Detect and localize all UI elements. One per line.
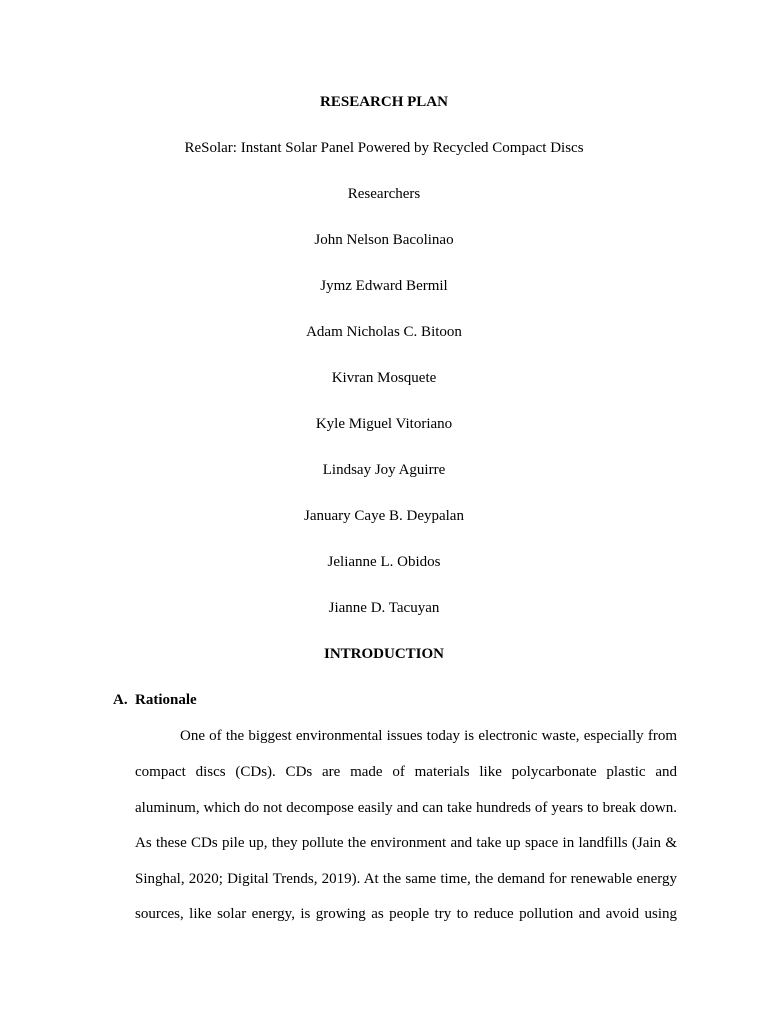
- paragraph-line: aluminum, which do not decompose easily and can take hundreds of years to break down.: [135, 800, 677, 816]
- researcher-name: January Caye B. Deypalan: [304, 508, 464, 524]
- paragraph-line: sources, like solar energy, is growing as people try to reduce pollution and avoid using: [135, 906, 677, 922]
- paragraph-line: One of the biggest environmental issues today is electronic waste, especially from: [180, 728, 677, 744]
- researcher-name: Jymz Edward Bermil: [320, 278, 448, 294]
- paragraph-line: As these CDs pile up, they pollute the environment and take up space in landfills (Jain &: [135, 835, 677, 851]
- researcher-name: Kyle Miguel Vitoriano: [315, 416, 453, 432]
- researcher-name: Adam Nicholas C. Bitoon: [306, 324, 462, 340]
- researcher-name: Jianne D. Tacuyan: [328, 600, 440, 616]
- subsection-title: Rationale: [135, 692, 197, 708]
- researcher-name: Jelianne L. Obidos: [327, 554, 441, 570]
- subsection-heading-rationale: [113, 690, 197, 710]
- paragraph-line: Singhal, 2020; Digital Trends, 2019). At the same time, the demand for renewable energy: [135, 871, 677, 887]
- researcher-name: Kivran Mosquete: [331, 370, 437, 386]
- researcher-name: Lindsay Joy Aguirre: [322, 462, 446, 478]
- section-title-introduction: INTRODUCTION: [323, 646, 444, 662]
- subsection-marker: A.: [113, 692, 128, 708]
- document-subtitle: ReSolar: Instant Solar Panel Powered by Recycled Compact Discs: [184, 140, 584, 156]
- researchers-heading: Researchers: [347, 186, 421, 202]
- document-title: RESEARCH PLAN: [320, 94, 448, 110]
- paragraph-line: compact discs (CDs). CDs are made of materials like polycarbonate plastic and: [135, 764, 677, 780]
- researcher-name: John Nelson Bacolinao: [314, 232, 454, 248]
